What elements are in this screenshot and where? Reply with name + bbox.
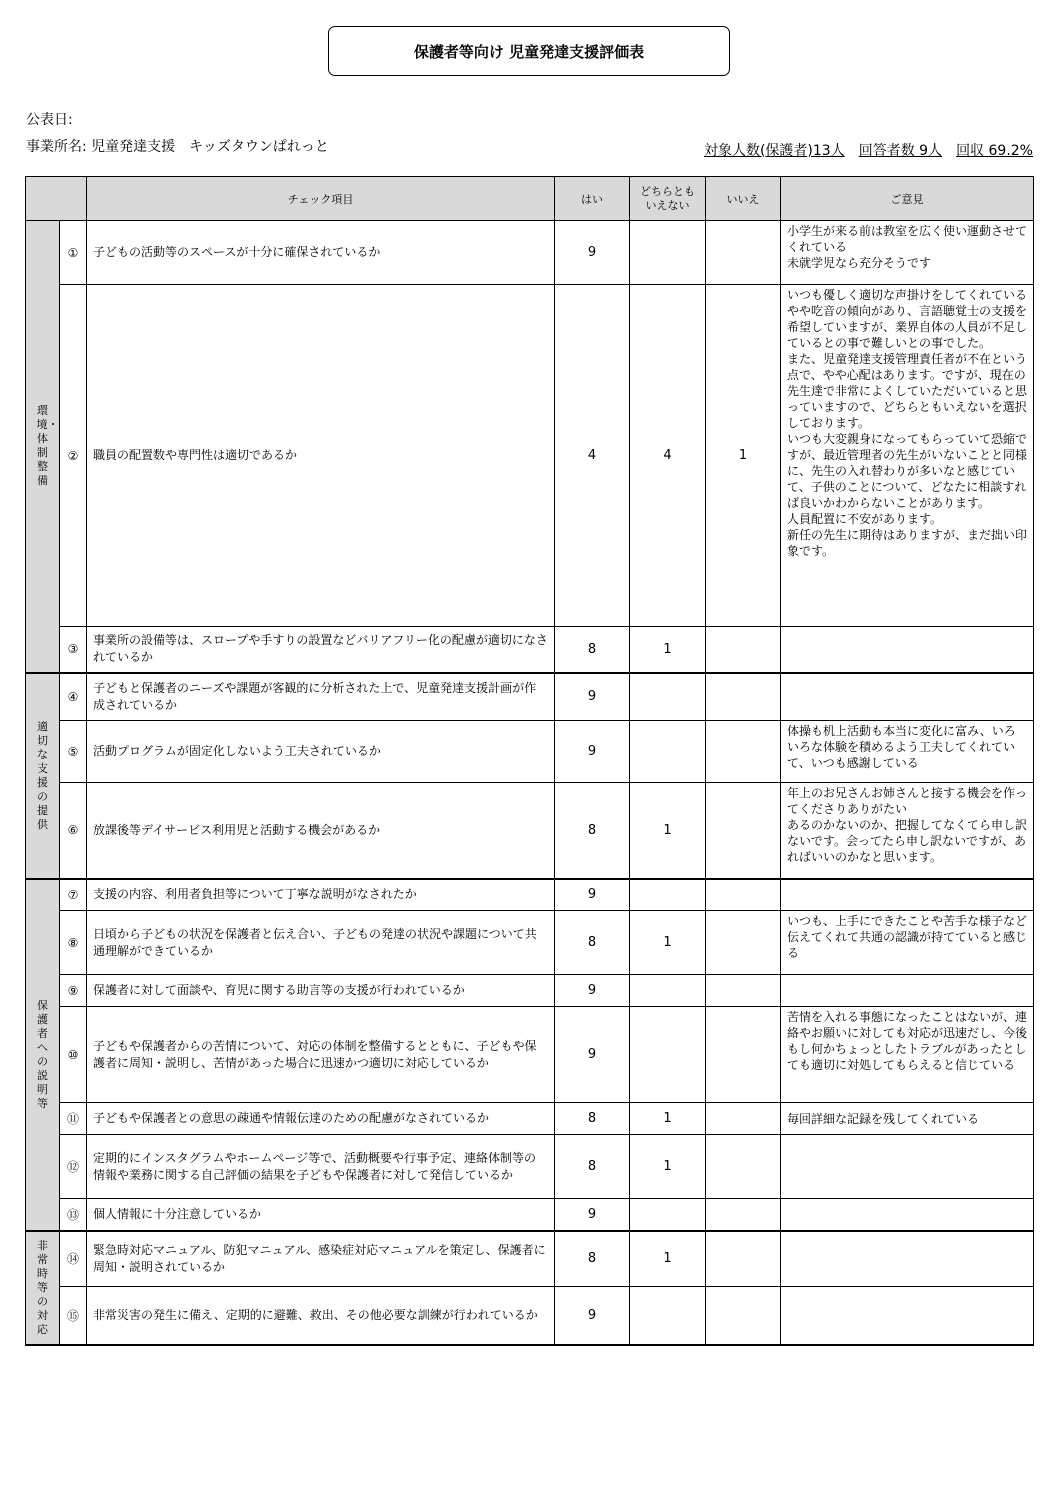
- table-row: [26, 783, 1034, 879]
- category-support: [26, 673, 60, 879]
- opinion-cell: [781, 1103, 1034, 1135]
- check-item-text: 子どもと保護者のニーズや課題が客観的に分析された上で、児童発達支援計画が作成されているか: [87, 673, 555, 721]
- check-item-text: 定期的にインスタグラムやホームページ等で、活動概要や行事予定、連絡体制等の情報や業務に関する自己評価の結果を子どもや保護者に対して発信しているか: [87, 1135, 555, 1199]
- table-row: [26, 221, 1034, 285]
- opinion-cell: [781, 783, 1034, 879]
- check-item-text: 子どもや保護者からの苦情について、対応の体制を整備するとともに、子どもや保護者に周知・説明し、苦情があった場合に迅速かつ適切に対応しているか: [87, 1007, 555, 1103]
- opinion-cell: [781, 1007, 1034, 1103]
- answer-no-count: 1: [706, 285, 781, 627]
- category-label: 環境・体制整備: [36, 404, 59, 488]
- category-label: 非常時等の対応: [37, 1238, 48, 1336]
- header-yes: はい: [555, 177, 630, 221]
- item-number: ②: [60, 285, 87, 627]
- item-number: ⑦: [60, 879, 87, 911]
- answer-no-count: [706, 1231, 781, 1287]
- item-number: ①: [60, 221, 87, 285]
- answer-neither-count: [630, 1287, 706, 1345]
- check-item-text: 子どもの活動等のスペースが十分に確保されているか: [87, 221, 555, 285]
- opinion-text: 小学生が来る前は教室を広く使い運動させてくれている 未就学児なら充分そうです: [787, 224, 1028, 270]
- table-row: [26, 285, 1034, 627]
- check-item-text: 緊急時対応マニュアル、防犯マニュアル、感染症対応マニュアルを策定し、保護者に周知・説明されているか: [87, 1231, 555, 1287]
- answer-yes-count: 9: [555, 1199, 630, 1231]
- opinion-cell: [781, 975, 1034, 1007]
- answer-no-count: [706, 783, 781, 879]
- table-row: [26, 627, 1034, 673]
- answer-neither-count: 4: [630, 285, 706, 627]
- target-count: 対象人数(保護者)13人: [703, 143, 845, 159]
- answer-yes-count: 8: [555, 627, 630, 673]
- table-row: [26, 1007, 1034, 1103]
- answer-no-count: [706, 627, 781, 673]
- answer-yes-count: 9: [555, 673, 630, 721]
- answer-neither-count: 1: [630, 911, 706, 975]
- table-row: [26, 1135, 1034, 1199]
- answer-no-count: [706, 1199, 781, 1231]
- table-header-row: [26, 177, 1034, 221]
- item-number: ⑥: [60, 783, 87, 879]
- table-row: [26, 911, 1034, 975]
- category-explanation: [26, 879, 60, 1231]
- check-item-text: 職員の配置数や専門性は適切であるか: [87, 285, 555, 627]
- office-name: 事業所名: 児童発達支援 キッズタウンぱれっと: [26, 139, 329, 155]
- check-item-text: 保護者に対して面談や、育児に関する助言等の支援が行われているか: [87, 975, 555, 1007]
- answer-yes-count: 8: [555, 911, 630, 975]
- answer-yes-count: 8: [555, 1135, 630, 1199]
- survey-stats: [704, 140, 1033, 160]
- item-number: ⑪: [60, 1103, 87, 1135]
- opinion-text: 年上のお兄さんお姉さんと接する機会を作ってくださりありがたい あるのかないのか、把握してなくてら申し訳ないです。会ってたら申し訳ないですが、あればいいのかなと思います。: [787, 786, 1028, 864]
- answer-yes-count: 8: [555, 1231, 630, 1287]
- answer-neither-count: [630, 221, 706, 285]
- answer-neither-count: [630, 673, 706, 721]
- opinion-cell: [781, 1231, 1034, 1287]
- opinion-text: 毎回詳細な記録を残してくれている: [787, 1111, 980, 1126]
- opinion-text: 体操も机上活動も本当に変化に富み、いろいろな体験を積めるよう工夫してくれていて、いつも感謝している: [787, 724, 1016, 770]
- answer-neither-count: [630, 721, 706, 783]
- recovery-rate: 回収 69.2%: [956, 143, 1033, 159]
- answer-yes-count: 9: [555, 721, 630, 783]
- answer-no-count: [706, 1007, 781, 1103]
- answer-yes-count: 9: [555, 975, 630, 1007]
- answer-no-count: [706, 221, 781, 285]
- answer-yes-count: 9: [555, 1287, 630, 1345]
- opinion-cell: [781, 221, 1034, 285]
- answer-no-count: [706, 911, 781, 975]
- table-row: [26, 1103, 1034, 1135]
- check-item-text: 非常災害の発生に備え、定期的に避難、救出、その他必要な訓練が行われているか: [87, 1287, 555, 1345]
- header-no: いいえ: [706, 177, 781, 221]
- opinion-cell: [781, 911, 1034, 975]
- table-row: [26, 975, 1034, 1007]
- answer-yes-count: 9: [555, 221, 630, 285]
- opinion-text: いつも、上手にできたことや苦手な様子など伝えてくれて共通の認識が持てていると感じる: [787, 914, 1028, 960]
- answer-no-count: [706, 879, 781, 911]
- answer-no-count: [706, 673, 781, 721]
- header-blank: [26, 177, 87, 221]
- respondent-count: 回答者数 9人: [858, 143, 943, 159]
- table-row: [26, 879, 1034, 911]
- answer-no-count: [706, 1135, 781, 1199]
- answer-neither-count: 1: [630, 1135, 706, 1199]
- item-number: ④: [60, 673, 87, 721]
- item-number: ⑬: [60, 1199, 87, 1231]
- evaluation-table: [25, 176, 1034, 1346]
- answer-no-count: [706, 1287, 781, 1345]
- answer-yes-count: 9: [555, 879, 630, 911]
- answer-yes-count: 9: [555, 1007, 630, 1103]
- check-item-text: 放課後等デイサービス利用児と活動する機会があるか: [87, 783, 555, 879]
- publication-date-label: 公表日:: [26, 112, 73, 128]
- category-environment: [26, 221, 60, 673]
- header-check-item: チェック項目: [87, 177, 555, 221]
- answer-neither-count: 1: [630, 1103, 706, 1135]
- answer-yes-count: 8: [555, 783, 630, 879]
- item-number: ⑨: [60, 975, 87, 1007]
- item-number: ⑧: [60, 911, 87, 975]
- item-number: ⑭: [60, 1231, 87, 1287]
- opinion-cell: [781, 721, 1034, 783]
- answer-neither-count: [630, 879, 706, 911]
- answer-neither-count: [630, 1199, 706, 1231]
- opinion-cell: [781, 285, 1034, 627]
- table-row: [26, 1231, 1034, 1287]
- opinion-cell: [781, 879, 1034, 911]
- opinion-text: 苦情を入れる事態になったことはないが、連絡やお願いに対しても対応が迅速だし、今後もし何かちょっとしたトラブルがあったとしても適切に対処してもらえると信じている: [787, 1010, 1028, 1072]
- answer-neither-count: 1: [630, 783, 706, 879]
- answer-neither-count: [630, 975, 706, 1007]
- header-neither: どちらとも いえない: [630, 177, 706, 221]
- answer-neither-count: 1: [630, 1231, 706, 1287]
- table-row: [26, 721, 1034, 783]
- answer-neither-count: 1: [630, 627, 706, 673]
- table-row: [26, 1199, 1034, 1231]
- answer-yes-count: 8: [555, 1103, 630, 1135]
- check-item-text: 事業所の設備等は、スロープや手すりの設置などバリアフリー化の配慮が適切になされているか: [87, 627, 555, 673]
- check-item-text: 子どもや保護者との意思の疎通や情報伝達のための配慮がなされているか: [87, 1103, 555, 1135]
- check-item-text: 支援の内容、利用者負担等について丁寧な説明がなされたか: [87, 879, 555, 911]
- table-row: [26, 1287, 1034, 1345]
- opinion-cell: [781, 627, 1034, 673]
- category-label: 適切な支援の提供: [37, 719, 48, 831]
- category-label: 保護者への説明等: [37, 998, 48, 1110]
- answer-no-count: [706, 721, 781, 783]
- item-number: ③: [60, 627, 87, 673]
- item-number: ⑤: [60, 721, 87, 783]
- check-item-text: 日頃から子どもの状況を保護者と伝え合い、子どもの発達の状況や課題について共通理解ができているか: [87, 911, 555, 975]
- answer-yes-count: 4: [555, 285, 630, 627]
- check-item-text: 活動プログラムが固定化しないよう工夫されているか: [87, 721, 555, 783]
- item-number: ⑮: [60, 1287, 87, 1345]
- item-number: ⑫: [60, 1135, 87, 1199]
- opinion-text: いつも優しく適切な声掛けをしてくれている やや吃音の傾向があり、言語聴覚士の支援を希望していますが、業界自体の人員が不足しているとの事で難しいとの事でした。 また、児童発達支援管理責任者が不在という点で、やや心配はあります。ですが、現在の先生達で非常によくしていただいていると思っていますので、どちらともいえないを選択しております。 いつも大変親身になってもらっていて恐縮ですが、最近管理者の先生がいないことと同様に、先生の入れ替わりが多いなと感じていて、子供のことについて、どなたに相談すれば良いかわからないことがあります。 人員配置に不安があります。 新任の先生に期待はありますが、まだ拙い印象です。: [787, 288, 1028, 558]
- item-number: ⑩: [60, 1007, 87, 1103]
- page-title: 保護者等向け 児童発達支援評価表: [328, 26, 730, 76]
- answer-no-count: [706, 975, 781, 1007]
- opinion-cell: [781, 1287, 1034, 1345]
- answer-neither-count: [630, 1007, 706, 1103]
- header-opinion: ご意見: [781, 177, 1034, 221]
- opinion-cell: [781, 1135, 1034, 1199]
- answer-no-count: [706, 1103, 781, 1135]
- opinion-cell: [781, 1199, 1034, 1231]
- table-row: [26, 673, 1034, 721]
- category-emergency: [26, 1231, 60, 1345]
- opinion-cell: [781, 673, 1034, 721]
- check-item-text: 個人情報に十分注意しているか: [87, 1199, 555, 1231]
